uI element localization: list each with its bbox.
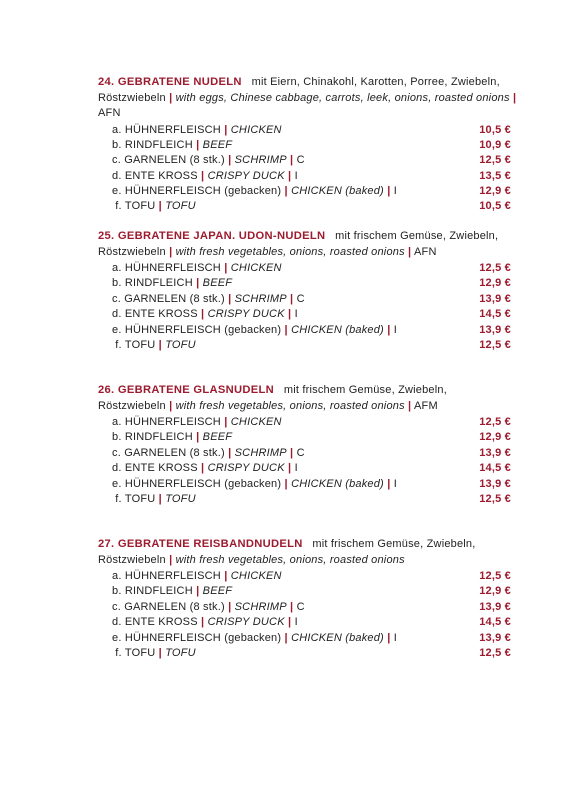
section-desc-de: mit frischem Gemüse, Zwiebeln, Röstzwiebeln [98, 384, 447, 412]
item-price: 12,9 € [479, 431, 511, 444]
menu-item-27d: d. ENTE KROSS | CRISPY DUCK | I 14,5 € [98, 615, 518, 630]
item-price: 14,5 € [479, 462, 511, 475]
menu-item-27e: e. HÜHNERFLEISCH (gebacken) | CHICKEN (baked) | I 13,9 € [98, 631, 518, 646]
menu-item-27c: c. GARNELEN (8 stk.) | SCHRIMP | C 13,9 € [98, 600, 518, 615]
item-price: 10,5 € [479, 200, 511, 213]
menu-item-26d: d. ENTE KROSS | CRISPY DUCK | I 14,5 € [98, 461, 518, 476]
section-desc-de: mit frischem Gemüse, Zwiebeln, Röstzwiebeln [98, 230, 499, 258]
item-price: 12,5 € [479, 646, 511, 659]
menu-item-24d: d. ENTE KROSS | CRISPY DUCK | I 13,5 € [98, 169, 518, 184]
menu-item-26b: b. RINDFLEICH | BEEF 12,9 € [98, 430, 518, 445]
item-price: 13,9 € [479, 446, 511, 459]
section-desc-en: with fresh vegetables, onions, roasted onions [175, 553, 405, 566]
menu-item-25f: f. TOFU | TOFU 12,5 € [98, 338, 518, 353]
item-price: 12,5 € [479, 492, 511, 505]
item-price: 14,5 € [479, 308, 511, 321]
section-description: 24. GEBRATENE NUDELN mit Eiern, Chinakohl, Karotten, Porree, Zwiebeln, Röstzwiebeln | with eggs, Chinese cabbage, carrots, leek, onions, roasted onions | AFN [98, 76, 517, 119]
menu-item-24e: e. HÜHNERFLEISCH (gebacken) | CHICKEN (baked) | I 12,9 € [98, 184, 518, 199]
section-allergens: AFN [98, 107, 121, 119]
item-price: 12,9 € [479, 585, 511, 598]
item-price: 14,5 € [479, 616, 511, 629]
menu-item-25e: e. HÜHNERFLEISCH (gebacken) | CHICKEN (baked) | I 13,9 € [98, 323, 518, 338]
section-desc-de: mit Eiern, Chinakohl, Karotten, Porree, Zwiebeln, Röstzwiebeln [98, 76, 500, 104]
item-price: 12,5 € [479, 154, 511, 167]
item-price: 13,9 € [479, 631, 511, 644]
item-price: 13,9 € [479, 323, 511, 336]
menu-item-25a: a. HÜHNERFLEISCH | CHICKEN 12,5 € [98, 261, 518, 276]
menu-item-25d: d. ENTE KROSS | CRISPY DUCK | I 14,5 € [98, 307, 518, 322]
menu-item-24f: f. TOFU | TOFU 10,5 € [98, 199, 518, 214]
item-price: 10,9 € [479, 138, 511, 151]
item-price: 13,5 € [479, 169, 511, 182]
menu-section-27 [98, 537, 518, 661]
menu-item-27a: a. HÜHNERFLEISCH | CHICKEN 12,5 € [98, 569, 518, 584]
item-price: 13,9 € [479, 477, 511, 490]
menu-section-25 [98, 229, 518, 353]
menu-item-25c: c. GARNELEN (8 stk.) | SCHRIMP | C 13,9 € [98, 292, 518, 307]
section-title: 27. GEBRATENE REISBANDNUDELN [98, 538, 303, 550]
section-description: 26. GEBRATENE GLASNUDELN mit frischem Gemüse, Zwiebeln, Röstzwiebeln | with fresh vegetables, onions, roasted onions | AFM [98, 384, 447, 412]
menu-item-24b: b. RINDFLEICH | BEEF 10,9 € [98, 138, 518, 153]
item-price: 10,5 € [479, 123, 511, 136]
section-allergens: AFN [413, 245, 437, 258]
menu-section-24 [98, 75, 518, 215]
section-desc-en: with eggs, Chinese cabbage, carrots, leek, onions, roasted onions [175, 91, 510, 104]
menu-item-26e: e. HÜHNERFLEISCH (gebacken) | CHICKEN (baked) | I 13,9 € [98, 477, 518, 492]
section-title: 25. GEBRATENE JAPAN. UDON-NUDELN [98, 230, 326, 242]
section-desc-en: with fresh vegetables, onions, roasted onions [175, 245, 405, 258]
item-price: 12,5 € [479, 338, 511, 351]
menu-item-25b: b. RINDFLEICH | BEEF 12,9 € [98, 276, 518, 291]
item-price: 13,9 € [479, 600, 511, 613]
menu-item-26f: f. TOFU | TOFU 12,5 € [98, 492, 518, 507]
item-price: 12,5 € [479, 570, 511, 582]
item-price: 12,9 € [479, 185, 511, 198]
section-title: 24. GEBRATENE NUDELN [98, 76, 242, 88]
menu-item-24a: a. HÜHNERFLEISCH | CHICKEN 10,5 € [98, 123, 518, 138]
item-price: 12,9 € [479, 277, 511, 290]
section-allergens: AFM [413, 399, 438, 412]
menu-item-27f: f. TOFU | TOFU 12,5 € [98, 646, 518, 661]
menu-item-24c: c. GARNELEN (8 stk.) | SCHRIMP | C 12,5 € [98, 153, 518, 168]
section-desc-de: mit frischem Gemüse, Zwiebeln, Röstzwiebeln [98, 538, 476, 566]
section-description: 27. GEBRATENE REISBANDNUDELN mit frischem Gemüse, Zwiebeln, Röstzwiebeln | with fresh vegetables, onions, roasted onions [98, 538, 476, 566]
menu-section-26 [98, 383, 518, 507]
item-price: 13,9 € [479, 292, 511, 305]
section-description: 25. GEBRATENE JAPAN. UDON-NUDELN mit frischem Gemüse, Zwiebeln, Röstzwiebeln | with fresh vegetables, onions, roasted onions | AFN [98, 230, 499, 258]
section-desc-en: with fresh vegetables, onions, roasted onions [175, 399, 405, 412]
section-title: 26. GEBRATENE GLASNUDELN [98, 384, 275, 396]
menu-item-27b: b. RINDFLEICH | BEEF 12,9 € [98, 584, 518, 599]
menu-item-26c: c. GARNELEN (8 stk.) | SCHRIMP | C 13,9 € [98, 446, 518, 461]
menu-item-26a: a. HÜHNERFLEISCH | CHICKEN 12,5 € [98, 415, 518, 430]
item-price: 12,5 € [479, 262, 511, 274]
item-price: 12,5 € [479, 416, 511, 428]
